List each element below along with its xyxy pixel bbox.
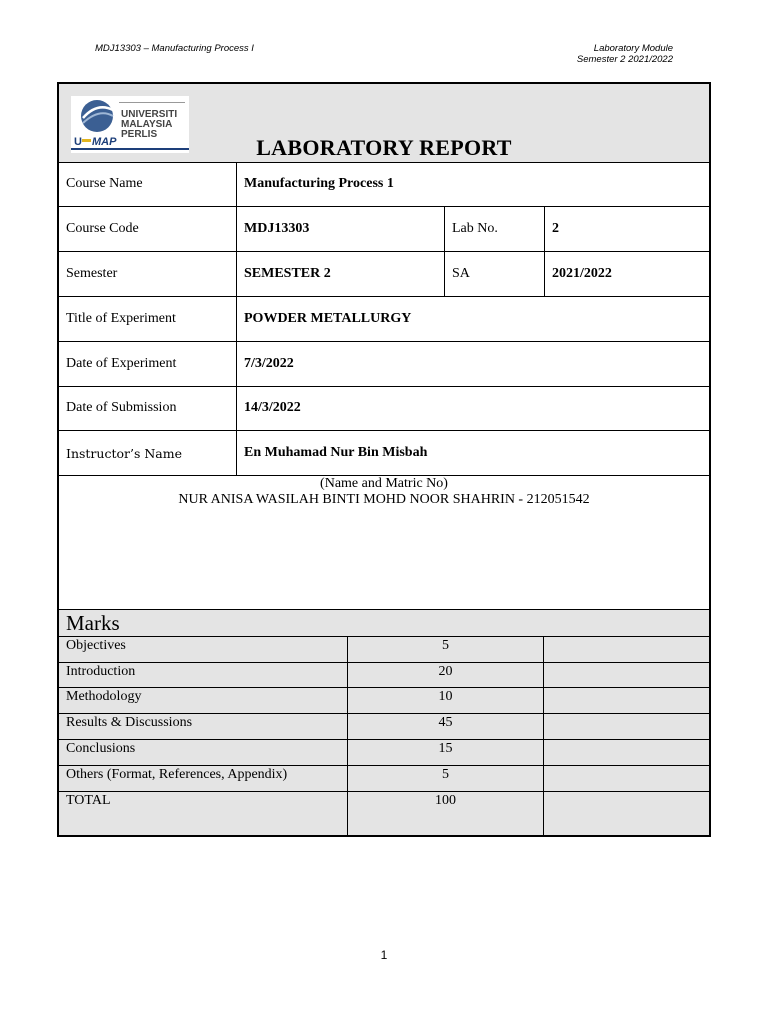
- lab-no-label: Lab No.: [445, 207, 545, 251]
- svg-text:PERLIS: PERLIS: [121, 129, 158, 140]
- marks-row: [59, 687, 709, 713]
- title-of-experiment-value: POWDER METALLURGY: [244, 311, 412, 326]
- semester-row: [59, 252, 709, 297]
- report-cover-frame: [57, 82, 711, 837]
- course-name-row: [59, 162, 709, 207]
- course-name-label: Course Name: [59, 162, 237, 206]
- marks-row: [59, 662, 709, 687]
- marks-max-value: 5: [348, 766, 544, 791]
- report-title: LABORATORY REPORT: [256, 135, 512, 160]
- marks-score-cell[interactable]: [544, 714, 709, 739]
- header-module-info: [577, 43, 673, 65]
- semester-value: SEMESTER 2: [237, 252, 445, 296]
- date-of-experiment-label: Date of Experiment: [59, 342, 237, 386]
- header-module-title: Laboratory Module: [593, 43, 673, 54]
- student-section: [59, 475, 709, 610]
- date-of-experiment-value: 7/3/2022: [244, 356, 294, 371]
- marks-total-score-cell[interactable]: [544, 792, 709, 835]
- marks-row: [59, 765, 709, 791]
- marks-score-cell[interactable]: [544, 740, 709, 765]
- date-of-submission-value: 14/3/2022: [244, 400, 301, 415]
- svg-text:U: U: [74, 136, 82, 148]
- svg-text:UNIVERSITI: UNIVERSITI: [121, 109, 178, 120]
- marks-total-label: TOTAL: [59, 792, 348, 835]
- marks-criterion: Conclusions: [59, 740, 348, 765]
- instructor-label: Instructor’s Name: [59, 431, 237, 475]
- sa-label: SA: [445, 252, 545, 296]
- marks-row: [59, 636, 709, 662]
- marks-max-value: 45: [348, 714, 544, 739]
- marks-score-cell[interactable]: [544, 637, 709, 662]
- course-code-value: MDJ13303: [237, 207, 445, 251]
- instructor-row: [59, 431, 709, 476]
- marks-criterion: Objectives: [59, 637, 348, 662]
- page-number: 1: [380, 948, 388, 962]
- date-of-submission-row: [59, 386, 709, 431]
- title-of-experiment-row: [59, 297, 709, 342]
- marks-criterion: Introduction: [59, 663, 348, 687]
- marks-row: [59, 713, 709, 739]
- course-code-label: Course Code: [59, 207, 237, 251]
- semester-label: Semester: [59, 252, 237, 296]
- marks-score-cell[interactable]: [544, 688, 709, 713]
- instructor-value: En Muhamad Nur Bin Misbah: [244, 445, 428, 460]
- header-semester: Semester 2 2021/2022: [576, 54, 673, 65]
- marks-max-value: 5: [348, 637, 544, 662]
- marks-criterion: Results & Discussions: [59, 714, 348, 739]
- marks-total-value: 100: [348, 792, 544, 835]
- lab-no-value: 2: [552, 221, 559, 236]
- marks-max-value: 15: [348, 740, 544, 765]
- course-code-row: [59, 207, 709, 252]
- marks-max-value: 20: [348, 663, 544, 687]
- marks-max-value: 10: [348, 688, 544, 713]
- marks-criterion: Others (Format, References, Appendix): [59, 766, 348, 791]
- date-of-submission-label: Date of Submission: [59, 386, 237, 430]
- svg-text:MAP: MAP: [92, 136, 117, 148]
- student-caption: (Name and Matric No): [320, 476, 448, 491]
- marks-total-row: [59, 791, 709, 835]
- date-of-experiment-row: [59, 342, 709, 387]
- marks-score-cell[interactable]: [544, 766, 709, 791]
- marks-criterion: Methodology: [59, 688, 348, 713]
- svg-text:MALAYSIA: MALAYSIA: [121, 119, 173, 130]
- marks-title: Marks: [66, 611, 120, 635]
- header-module-code: MDJ13303 – Manufacturing Process I: [95, 43, 254, 54]
- marks-score-cell[interactable]: [544, 663, 709, 687]
- title-of-experiment-label: Title of Experiment: [59, 297, 237, 341]
- marks-row: [59, 739, 709, 765]
- sa-value: 2021/2022: [552, 266, 612, 281]
- course-name-value: Manufacturing Process 1: [244, 176, 394, 191]
- student-name: NUR ANISA WASILAH BINTI MOHD NOOR SHAHRIN - 212051542: [178, 492, 590, 507]
